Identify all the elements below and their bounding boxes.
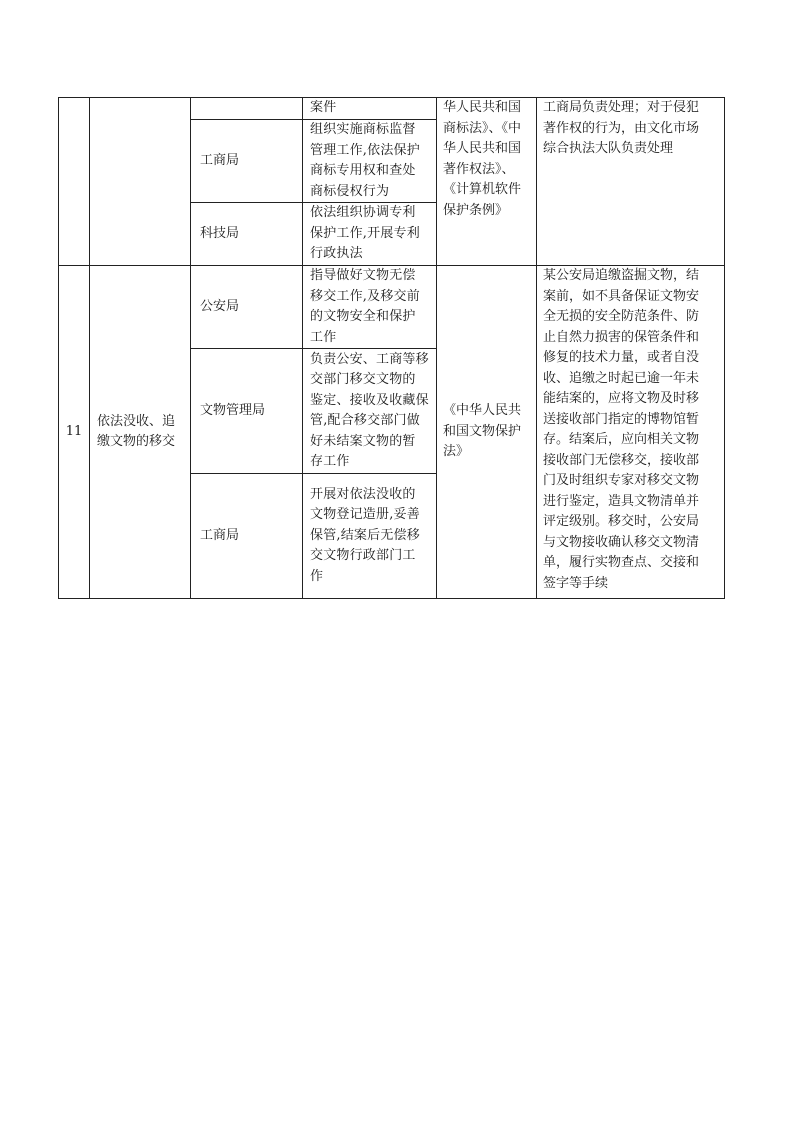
item-cell: 依法没收、追 缴文物的移交 [90,266,191,599]
row-number-cell: 11 [59,266,90,599]
department-cell: 工商局 [191,120,303,203]
law-basis-cell: 《中华人民共 和国文物保护 法》 [437,266,537,599]
law-basis-cell: 华人民共和国 商标法》、《中 华人民共和国 著作权法》、 《计算机软件 保护条例》 [437,98,537,266]
department-cell: 文物管理局 [191,349,303,474]
department-cell [191,98,303,120]
duty-cell: 负责公安、工商等移 交部门移交文物的 鉴定、接收及收藏保 管,配合移交部门做 好未结案文物的暂 存工作 [303,349,437,474]
note-cell: 某公安局追缴盗掘文物，结 案前，如不具备保证文物安 全无损的安全防范条件、防 止自然力损害的保管条件和 修复的技术力量，或者自没 收、追缴之时起已逾一年未 能结案的，应将文物及时移 送接收部门指定的博物馆暂 存。结案后，应向相关文物 接收部门无偿移交，接收部 门及时组织专家对移交文物 进行鉴定，造具文物清单并 评定级别。移交时，公安局 与文物接收确认移交文物清 单，履行实物查点、交接和 签字等手续 [537,266,725,599]
department-cell: 公安局 [191,266,303,349]
document-table [58,97,725,599]
department-cell: 工商局 [191,474,303,599]
duty-cell: 开展对依法没收的 文物登记造册,妥善 保管,结案后无偿移 交文物行政部门工 作 [303,474,437,599]
duty-cell: 组织实施商标监督 管理工作,依法保护 商标专用权和查处 商标侵权行为 [303,120,437,203]
table-row [59,98,725,120]
row-number-cell [59,98,90,266]
department-cell: 科技局 [191,203,303,266]
duty-cell: 指导做好文物无偿 移交工作,及移交前 的文物安全和保护 工作 [303,266,437,349]
note-cell: 工商局负责处理；对于侵犯 著作权的行为，由文化市场 综合执法大队负责处理 [537,98,725,266]
duty-cell: 依法组织协调专利 保护工作,开展专利 行政执法 [303,203,437,266]
duty-cell: 案件 [303,98,437,120]
table-row [59,266,725,349]
item-cell [90,98,191,266]
